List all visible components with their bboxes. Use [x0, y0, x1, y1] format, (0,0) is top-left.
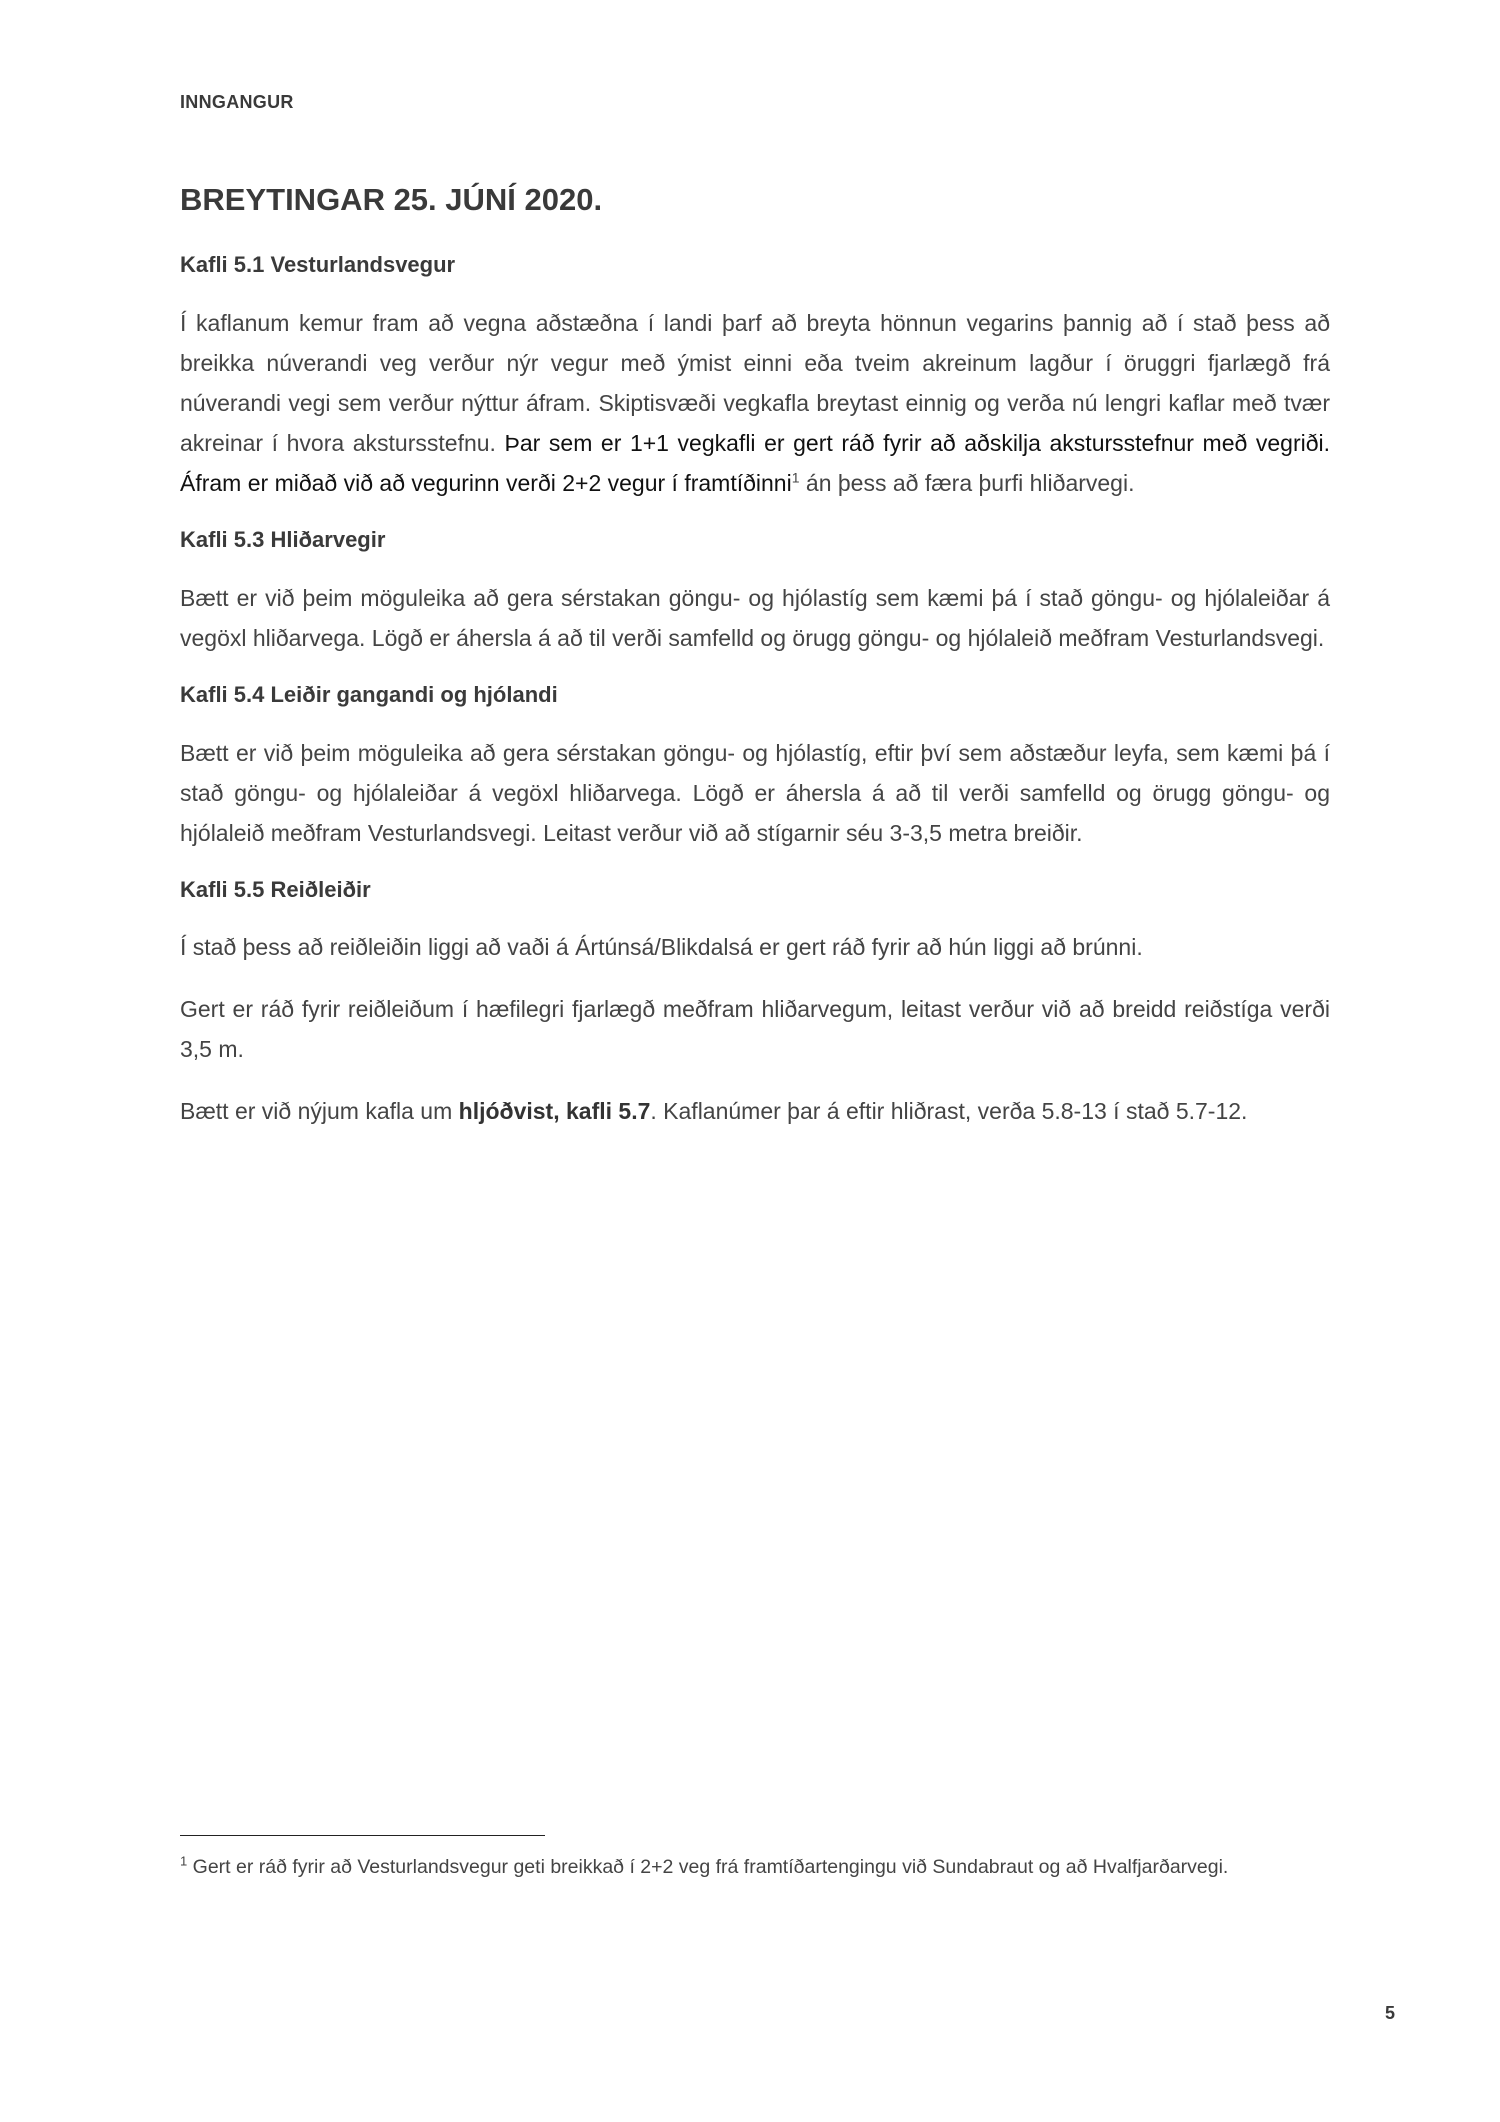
- paragraph-5-5-c-pre: Bætt er við nýjum kafla um: [180, 1098, 453, 1125]
- page-title: BREYTINGAR 25. JÚNÍ 2020.: [180, 182, 603, 217]
- paragraph-5-3: Bætt er við þeim möguleika að gera sérstakan göngu- og hjólastíg sem kæmi þá í stað göngu- og hjólaleiðar á vegöxl hliðarvega. Lögð er áhersla á að til verði samfelld og örugg göngu- og hjólaleið meðfram Vesturlandsvegi.: [180, 584, 1330, 651]
- footnote: [180, 1852, 1330, 1883]
- paragraph-5-4: Bætt er við þeim möguleika að gera sérstakan göngu- og hjólastíg, eftir því sem aðstæður leyfa, sem kæmi þá í stað göngu- og hjólaleiðar á vegöxl hliðarvega. Lögð er áhersla á að til verði samfelld og örugg göngu- og hjólaleið meðfram Vesturlandsvegi. Leitast verður við að stígarnir séu 3-3,5 metra breiðir.: [180, 739, 1330, 846]
- footnote-separator: [180, 1835, 545, 1836]
- paragraph-5-5-a: Í stað þess að reiðleiðin liggi að vaði á Ártúnsá/Blikdalsá er gert ráð fyrir að hún liggi að brúnni.: [180, 934, 1143, 961]
- paragraph-5-5-b: Gert er ráð fyrir reiðleiðum í hæfilegri fjarlægð meðfram hliðarvegum, leitast verður við að breidd reiðstíga verði 3,5 m.: [180, 996, 1330, 1063]
- section-heading-5-1: Kafli 5.1 Vesturlandsvegur: [180, 252, 456, 278]
- paragraph-5-1-text: Í kaflanum kemur fram að vegna aðstæðna í landi þarf að breyta hönnun vegarins þannig að í stað þess að breikka núverandi veg verður nýr vegur með ýmist einni eða tveim akreinum lagður í öruggri fjarlægð frá núverandi vegi sem verður nýttur áfram. Skiptisvæði vegkafla breytast einnig og verða nú lengri kaflar með tvær akreinar í hvora akstursstefnu.: [180, 310, 1330, 457]
- paragraph-5-5-c-bold: hljóðvist, kafli 5.7: [458, 1098, 651, 1125]
- footnote-marker: 1: [180, 1853, 188, 1869]
- paragraph-5-1-tail: án þess að færa þurfi hliðarvegi.: [805, 470, 1135, 497]
- main-content: [180, 180, 1330, 1153]
- running-header: INNGANGUR: [180, 92, 294, 112]
- paragraph-5-1: [180, 303, 1330, 503]
- section-heading-5-4: Kafli 5.4 Leiðir gangandi og hjólandi: [180, 681, 558, 707]
- section-heading-5-3: Kafli 5.3 Hliðarvegir: [180, 527, 386, 553]
- footnote-reference[interactable]: 1: [791, 469, 800, 486]
- footnote-text: Gert er ráð fyrir að Vesturlandsvegur geti breikkað í 2+2 veg frá framtíðartengingu við Sundabraut og að Hvalfjarðarvegi.: [192, 1856, 1229, 1878]
- section-heading-5-5: Kafli 5.5 Reiðleiðir: [180, 876, 371, 902]
- paragraph-5-5-c: [180, 1091, 1330, 1131]
- paragraph-5-5-c-post: . Kaflanúmer þar á eftir hliðrast, verða 5.8-13 í stað 5.7-12.: [650, 1098, 1248, 1125]
- paragraph-5-1-emphasis: Þar sem er 1+1 vegkafli er gert ráð fyrir að aðskilja akstursstefnur með vegriði. Áfram er miðað við að vegurinn verði 2+2 vegur í framtíðinni: [180, 430, 1331, 497]
- page-number: 5: [1385, 2003, 1396, 2023]
